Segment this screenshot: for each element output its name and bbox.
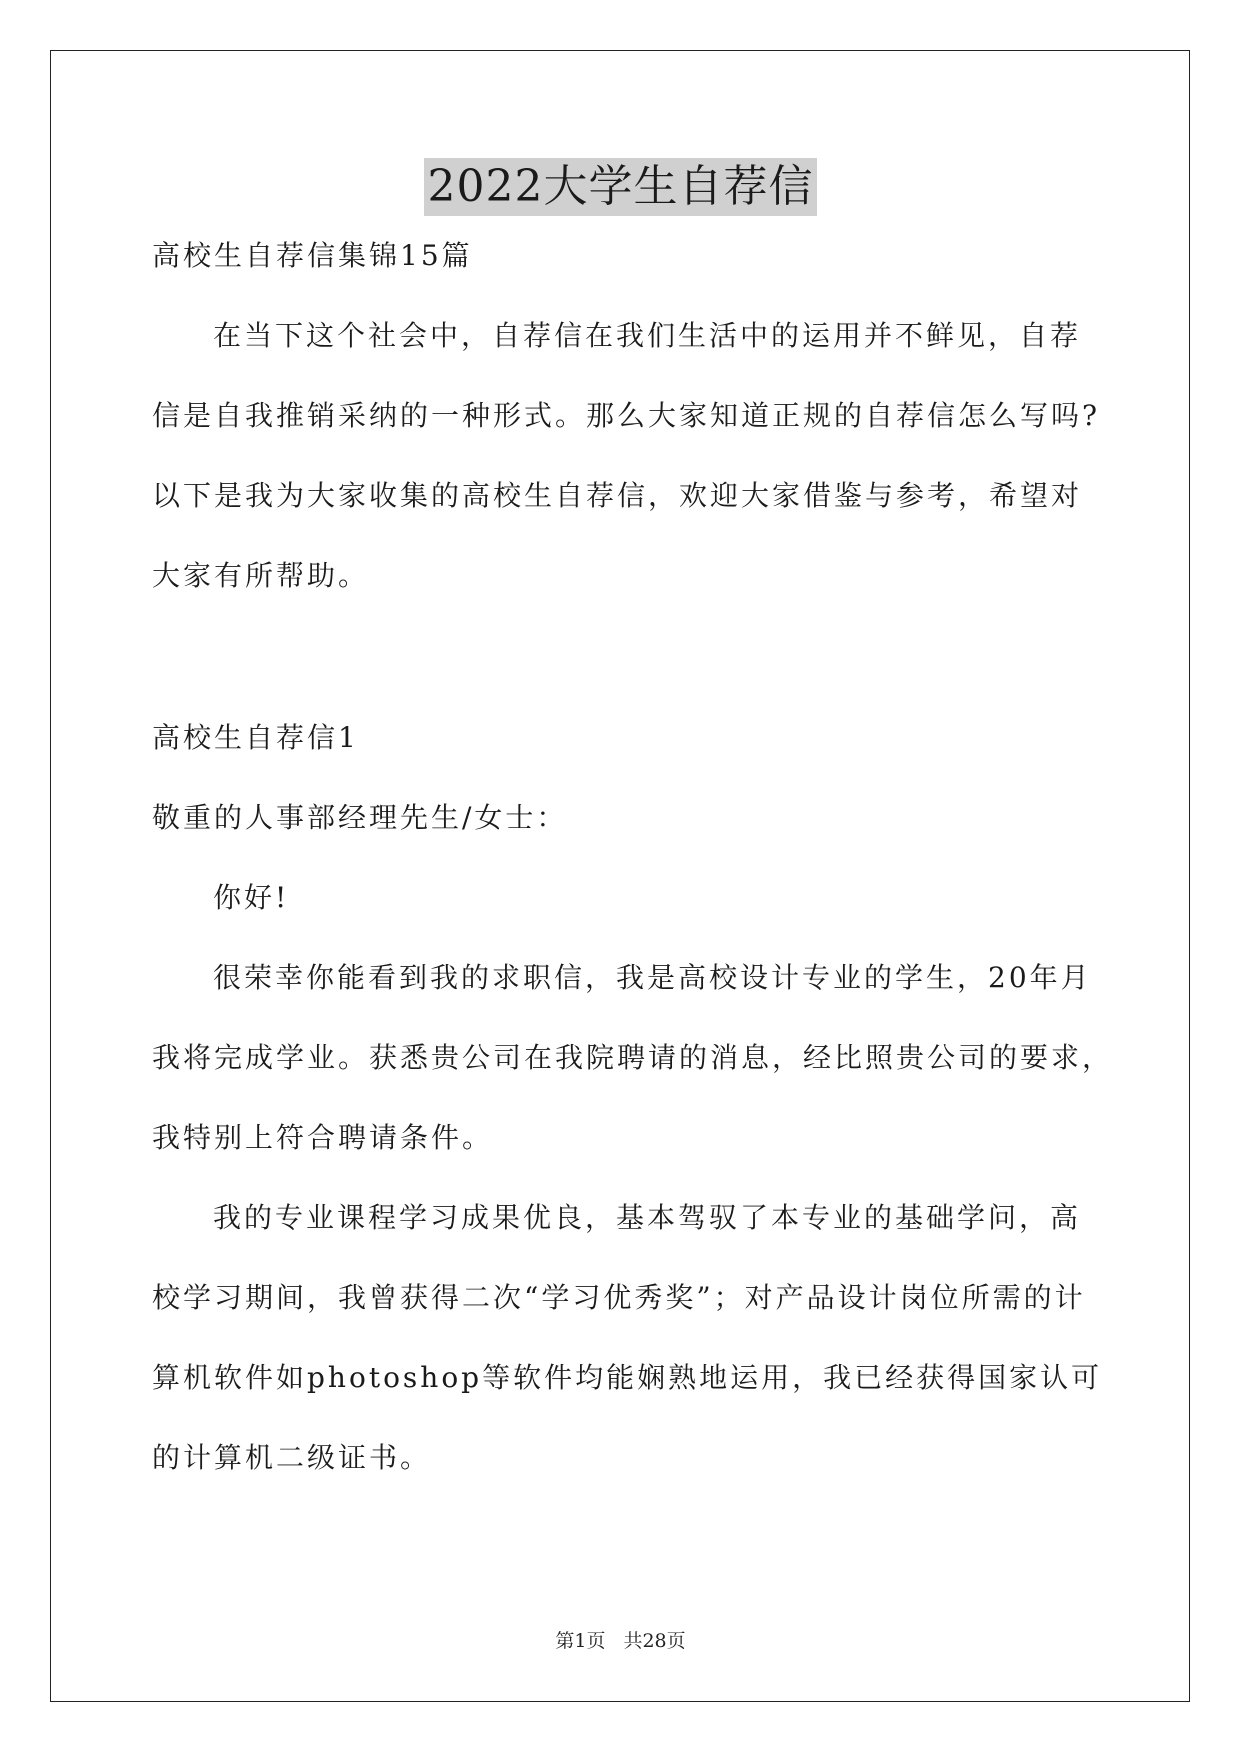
paragraph-line: 我的专业课程学习成果优良，基本驾驭了本专业的基础学问，高 [213,1201,1082,1234]
page-number-total: 共28页 [623,1630,686,1652]
page-footer [0,1628,1241,1654]
greeting: 你好! [213,881,290,914]
intro-line: 信是自我推销采纳的一种形式。那么大家知道正规的自荐信怎么写吗? [152,399,1101,432]
salutation: 敬重的人事部经理先生/女士： [152,801,568,834]
intro-line: 以下是我为大家收集的高校生自荐信，欢迎大家借鉴与参考，希望对 [152,479,1083,512]
document-title-text: 2022大学生自荐信 [424,158,818,216]
page-number-current: 第1页 [555,1630,606,1652]
document-title [0,158,1241,216]
paragraph-line: 的计算机二级证书。 [152,1441,432,1474]
paragraph-line: 很荣幸你能看到我的求职信，我是高校设计专业的学生，20年月 [213,961,1092,994]
paragraph-line: 校学习期间，我曾获得二次“学习优秀奖”；对产品设计岗位所需的计 [152,1281,1086,1314]
paragraph-line: 我特别上符合聘请条件。 [152,1121,494,1154]
paragraph-line: 算机软件如photoshop等软件均能娴熟地运用，我已经获得国家认可 [152,1361,1103,1394]
intro-line: 大家有所帮助。 [152,559,370,592]
section-heading: 高校生自荐信1 [152,721,359,754]
paragraph-gap [152,626,1092,708]
document-body [152,226,1114,1508]
document-subtitle: 高校生自荐信集锦15篇 [152,239,473,272]
paragraph-line: 我将完成学业。获悉贵公司在我院聘请的消息，经比照贵公司的要求， [152,1041,1114,1074]
intro-line: 在当下这个社会中，自荐信在我们生活中的运用并不鲜见，自荐 [213,319,1082,352]
